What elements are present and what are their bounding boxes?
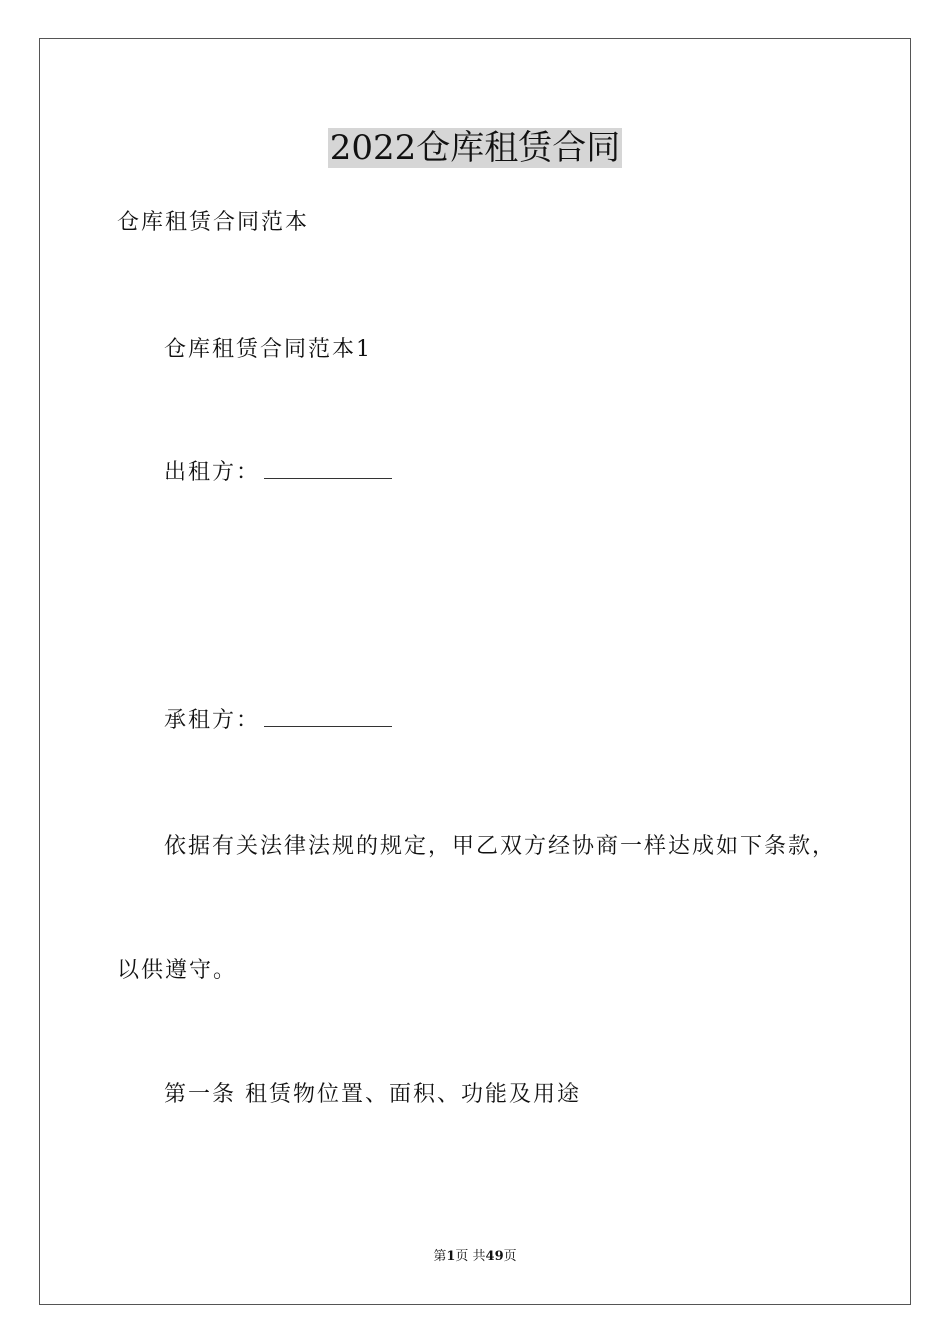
lessor-line bbox=[164, 458, 392, 488]
footer-page-mid: 页 共 bbox=[455, 1249, 486, 1264]
footer-page-prefix: 第 bbox=[433, 1249, 447, 1264]
lessor-label: 出租方： bbox=[164, 460, 261, 485]
document-title bbox=[0, 126, 950, 170]
lessee-line bbox=[164, 706, 392, 736]
lessee-blank bbox=[264, 708, 392, 727]
page-footer bbox=[0, 1248, 950, 1266]
lessee-label: 承租方： bbox=[164, 708, 261, 733]
article-1-heading: 第一条 租赁物位置、面积、功能及用途 bbox=[164, 1082, 581, 1107]
document-title-text: 2022仓库租赁合同 bbox=[329, 128, 621, 168]
lessor-blank bbox=[264, 460, 392, 479]
section-heading: 仓库租赁合同范本1 bbox=[164, 337, 372, 362]
paragraph-line-2: 以供遵守。 bbox=[117, 958, 238, 983]
paragraph-line-1: 依据有关法律法规的规定，甲乙双方经协商一样达成如下条款， bbox=[164, 834, 837, 859]
footer-page-number: 1 bbox=[446, 1249, 456, 1264]
footer-page-suffix: 页 bbox=[503, 1249, 517, 1264]
document-subtitle: 仓库租赁合同范本 bbox=[117, 210, 310, 235]
footer-page-total: 49 bbox=[485, 1249, 504, 1264]
